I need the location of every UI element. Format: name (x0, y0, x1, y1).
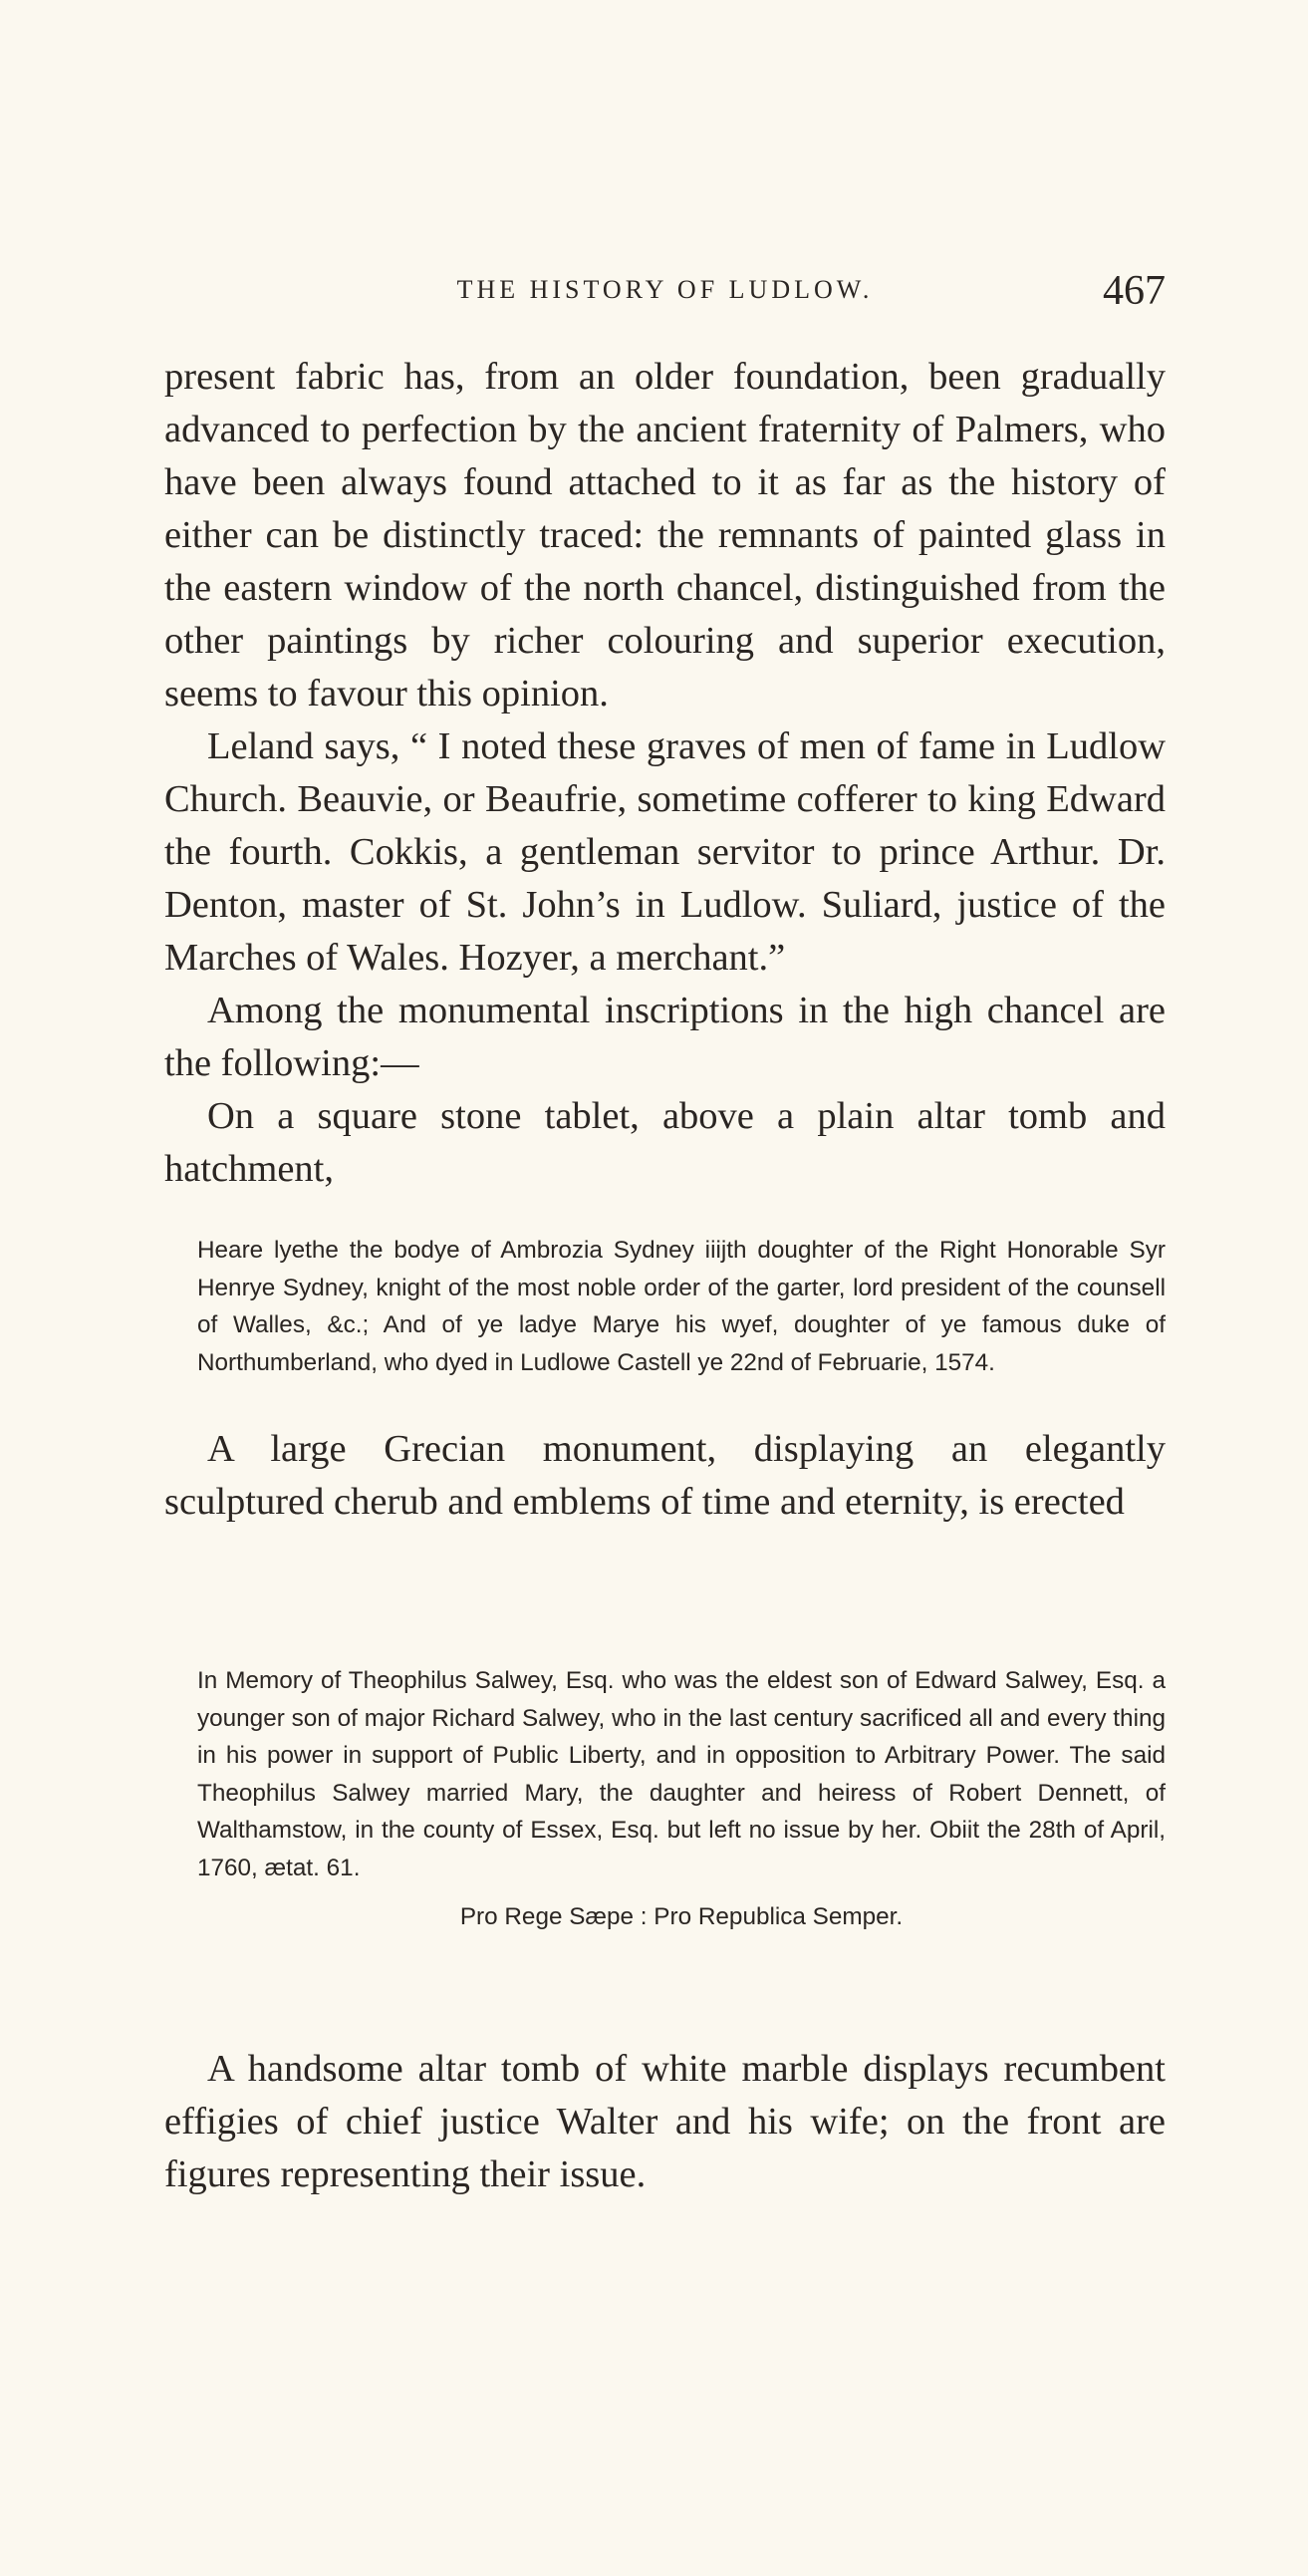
inscription-sydney (197, 1232, 1166, 1381)
paragraph-inscriptions-intro: Among the monumental inscriptions in the high chancel are the following:— (164, 990, 1166, 1084)
inscription-salwey-text: In Memory of Theophilus Salwey, Esq. who was the eldest son of Edward Salwey, Esq. a younger son of major Richard Salwey, who in the last century sacrificed all and every thing in his power in support of Public Liberty, and in opposition to Arbitrary Power. The said Theophilus Salwey married Mary, the daughter and heiress of Robert Dennett, of Walthamstow, in the county of Essex, Esq. but left no issue by her. Obiit the 28th of April, 1760, ætat. 61. (197, 1667, 1166, 1881)
paragraph-grecian-monument: A large Grecian monument, displaying an elegantly sculptured cherub and emblems of time and eternity, is erected (164, 1428, 1166, 1523)
text-block-altar-tomb (164, 2043, 1166, 2201)
paragraph-altar-tomb: A handsome altar tomb of white marble displays recumbent effigies of chief justice Walter and his wife; on the front are figures representing their issue. (164, 2048, 1166, 2195)
paragraph-palmers: present fabric has, from an older foundation, been gradually advanced to perfection by the ancient fraternity of Palmers, who have been always found attached to it as far as the history of either can be distinctly traced: the remnants of painted glass in the eastern window of the north chancel, distinguished from the other paintings by richer colouring and superior execution, seems to favour this opinion. (164, 356, 1166, 715)
inscription-motto: Pro Rege Sæpe : Pro Republica Semper. (459, 1903, 904, 1930)
inscription-salwey (197, 1662, 1166, 1936)
running-head (164, 267, 1166, 317)
text-block-upper (164, 351, 1166, 1196)
running-title: THE HISTORY OF LUDLOW. (456, 275, 874, 304)
inscription-sydney-text: Heare lyethe the bodye of Ambrozia Sydney iiijth doughter of the Right Honorable Syr Henrye Sydney, knight of the most noble order of the garter, lord president of the counsell of Walles, &c.; And of ye ladye Marye his wyef, doughter of ye famous duke of Northumberland, who dyed in Ludlowe Castell ye 22nd of Februarie, 1574. (197, 1237, 1166, 1376)
text-block-grecian-monument (164, 1423, 1166, 1529)
page-number: 467 (1103, 268, 1166, 314)
paragraph-leland: Leland says, “ I noted these graves of men of fame in Ludlow Church. Beauvie, or Beaufrie, sometime cofferer to king Edward the fourth. Cokkis, a gentleman servitor to prince Arthur. Dr. Denton, master of St. John’s in Ludlow. Suliard, justice of the Marches of Wales. Hozyer, a merchant.” (164, 725, 1166, 979)
paragraph-stone-tablet: On a square stone tablet, above a plain altar tomb and hatchment, (164, 1095, 1166, 1190)
